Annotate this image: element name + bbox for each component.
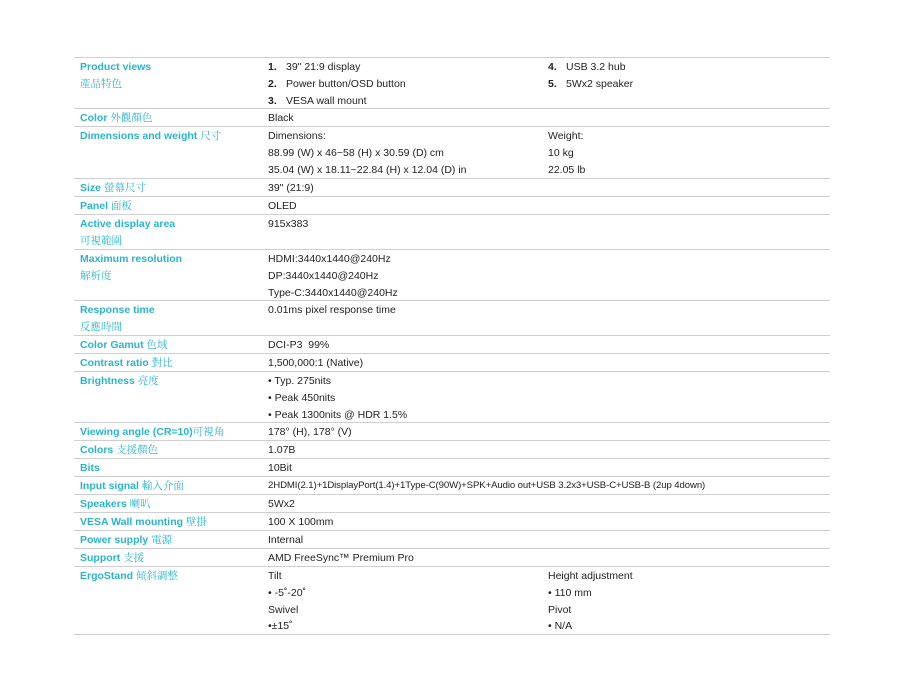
row-dimensions (74, 127, 830, 179)
value-line: 88.99 (W) x 46~58 (H) x 30.59 (D) cm (268, 146, 444, 159)
value-line: Dimensions: (268, 130, 326, 142)
label-zh: 外觀顏色 (110, 112, 153, 124)
row-label (80, 460, 260, 477)
row-value: 2HDMI(2.1)+1DisplayPort(1.4)+1Type-C(90W)+SPK+Audio out+USB 3.2x3+USB-C+USB-B (2up 4down) (268, 480, 706, 491)
value-col2 (548, 59, 633, 93)
row-speakers (74, 495, 830, 513)
row-color-gamut (74, 336, 830, 354)
row-colors (74, 441, 830, 459)
value-line: 35.04 (W) x 18.11~22.84 (H) x 12.04 (D) in (268, 163, 467, 176)
value-col1 (268, 568, 306, 635)
row-label (80, 442, 260, 459)
label-zh: 螢幕尺寸 (103, 182, 146, 194)
value-line: • N/A (548, 620, 573, 633)
item-number: 2. (268, 77, 277, 90)
row-label (80, 424, 260, 441)
label-en: Product views (80, 61, 152, 73)
label-zh: 壁掛 (185, 516, 207, 528)
label-zh: 電源 (151, 534, 173, 546)
row-power-supply (74, 531, 830, 549)
row-label (80, 198, 260, 215)
row-label (80, 110, 260, 127)
value-col2 (548, 128, 585, 178)
item-number: 3. (268, 94, 277, 107)
label-en: Brightness (80, 375, 135, 387)
label-en: Speakers (80, 498, 127, 510)
row-label (80, 568, 260, 585)
row-ergostand (74, 567, 830, 635)
row-label (80, 532, 260, 549)
item-text: 39" 21:9 display (286, 61, 361, 73)
row-product-views (74, 58, 830, 109)
label-zh: 喇叭 (129, 498, 151, 510)
row-label (80, 180, 260, 197)
value-line: Height adjustment (548, 570, 633, 582)
row-label (80, 478, 260, 495)
label-zh: 輸入介面 (141, 480, 184, 492)
row-panel (74, 197, 830, 215)
label-en: Support (80, 552, 121, 564)
row-label (80, 550, 260, 567)
value-line: Weight: (548, 130, 584, 142)
row-value: 100 X 100mm (268, 516, 334, 528)
label-en: ErgoStand (80, 570, 134, 582)
label-en: Size (80, 182, 102, 194)
item-text: Power button/OSD button (286, 77, 406, 90)
item-number: 1. (268, 61, 277, 73)
value-col1 (268, 59, 406, 109)
label-zh: 色域 (146, 339, 168, 351)
row-value: AMD FreeSync™ Premium Pro (268, 552, 414, 564)
row-color (74, 109, 830, 127)
row-value: 0.01ms pixel response time (268, 304, 396, 316)
row-value: 39" (21:9) (268, 182, 314, 194)
label-en: VESA Wall mounting (80, 516, 184, 528)
value-line: Type-C:3440x1440@240Hz (268, 286, 398, 299)
row-value (268, 251, 398, 301)
value-line: • 110 mm (548, 586, 592, 599)
label-en: Panel (80, 200, 109, 212)
label-zh: 尺寸 (200, 130, 222, 142)
item-number: 5. (548, 77, 557, 90)
value-line: DP:3440x1440@240Hz (268, 269, 379, 282)
row-value: 1,500,000:1 (Native) (268, 357, 364, 369)
row-viewing-angle (74, 423, 830, 441)
item-text: VESA wall mount (286, 94, 367, 107)
label-en: Active display area (80, 218, 176, 230)
row-active-area (74, 215, 830, 250)
row-value: 1.07B (268, 444, 296, 456)
label-zh: 產品特色 (80, 78, 122, 90)
row-label (80, 355, 260, 372)
item-text: 5Wx2 speaker (566, 77, 634, 90)
value-col2 (548, 568, 633, 635)
row-label (80, 496, 260, 513)
row-input-signal (74, 477, 830, 495)
label-en: Colors (80, 444, 114, 456)
row-value: 5Wx2 (268, 498, 295, 510)
bullet-line: • Peak 1300nits @ HDR 1.5% (268, 408, 408, 421)
value-col1 (268, 128, 467, 178)
row-label (80, 514, 260, 531)
label-en: Color (80, 112, 108, 124)
row-label (80, 59, 260, 93)
value-line: Swivel (268, 603, 299, 616)
label-en: Power supply (80, 534, 149, 546)
value-line: Tilt (268, 570, 282, 582)
label-zh: 支援顏色 (116, 444, 159, 456)
row-bits (74, 459, 830, 477)
label-zh: 面板 (110, 200, 132, 212)
label-zh: 亮度 (137, 375, 159, 387)
item-text: USB 3.2 hub (566, 61, 626, 73)
label-en: Response time (80, 304, 155, 316)
label-en: Color Gamut (80, 339, 144, 351)
row-max-resolution (74, 250, 830, 301)
label-en: Bits (80, 462, 100, 474)
label-en: Viewing angle (CR=10) (80, 426, 193, 438)
row-value: 915x383 (268, 218, 309, 230)
label-zh: 可視角 (192, 426, 225, 438)
row-value: DCI-P3 99% (268, 339, 330, 351)
label-zh: 傾斜調整 (136, 570, 179, 582)
label-en: Input signal (80, 480, 139, 492)
label-zh: 對比 (151, 357, 173, 369)
value-line: 10 kg (548, 146, 574, 159)
row-value: 10Bit (268, 462, 292, 474)
label-zh: 支援 (123, 552, 145, 564)
bullet-line: • Typ. 275nits (268, 375, 332, 387)
item-number: 4. (548, 61, 557, 73)
spec-table (74, 57, 830, 635)
value-line: 22.05 lb (548, 163, 586, 176)
row-value: OLED (268, 200, 297, 212)
row-label (80, 128, 260, 145)
label-zh: 可視範圍 (80, 235, 122, 247)
row-label (80, 216, 260, 250)
row-label (80, 302, 260, 336)
row-support (74, 549, 830, 567)
value-line: Pivot (548, 603, 572, 616)
label-en: Maximum resolution (80, 253, 183, 265)
row-size (74, 179, 830, 197)
value-line: • -5˚-20˚ (268, 586, 307, 599)
row-value: Internal (268, 534, 304, 546)
value-line: HDMI:3440x1440@240Hz (268, 253, 391, 265)
bullet-line: • Peak 450nits (268, 391, 336, 404)
row-brightness (74, 372, 830, 423)
row-value: Black (268, 112, 294, 124)
value-line: •±15˚ (268, 620, 293, 633)
label-zh: 解析度 (80, 270, 112, 282)
row-vesa (74, 513, 830, 531)
row-label (80, 337, 260, 354)
label-en: Dimensions and weight (80, 130, 198, 142)
row-value (268, 373, 407, 423)
label-zh: 反應時間 (80, 321, 122, 333)
row-value: 178° (H), 178° (V) (268, 426, 352, 438)
row-label (80, 251, 260, 285)
row-contrast-ratio (74, 354, 830, 372)
row-label (80, 373, 260, 390)
label-en: Contrast ratio (80, 357, 149, 369)
row-response-time (74, 301, 830, 336)
